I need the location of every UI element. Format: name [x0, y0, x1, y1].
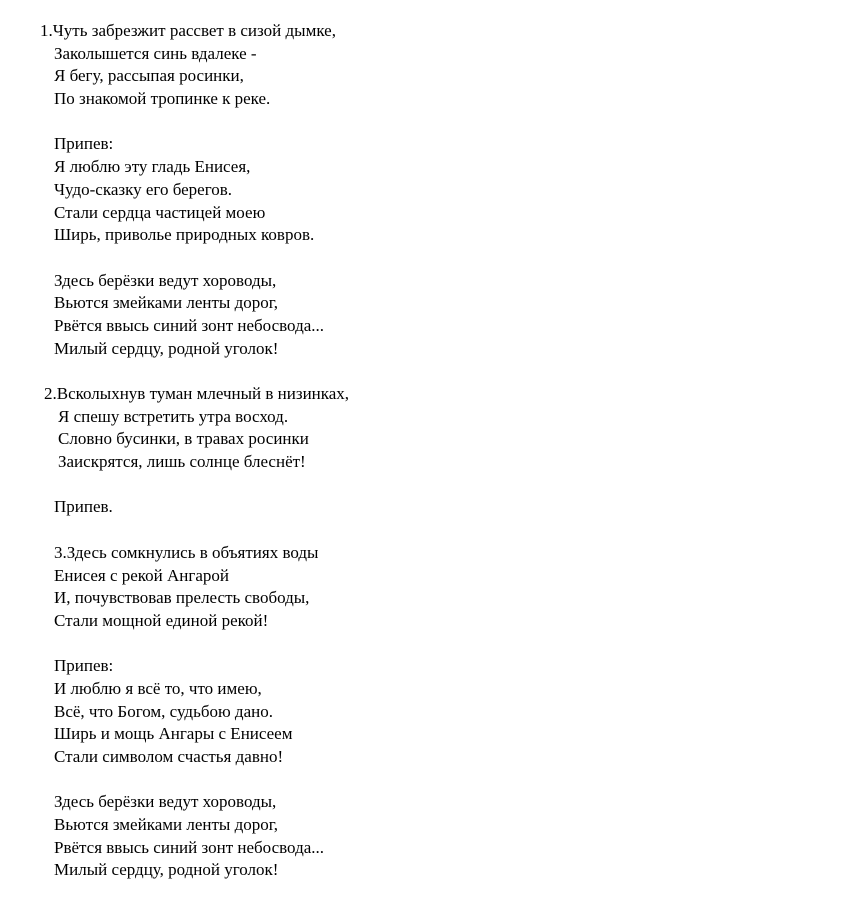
- chorus-1-line: Ширь, приволье природных ковров.: [54, 225, 315, 245]
- chorus-1-heading: Припев:: [54, 134, 114, 154]
- chorus-2-line: Всё, что Богом, судьбою дано.: [54, 701, 273, 721]
- stanza-gap: [0, 519, 865, 542]
- verse-2-line: Я спешу встретить утра восход.: [58, 406, 289, 426]
- song-lyrics-document: [0, 20, 865, 882]
- verse-3-line: И, почувствовав прелесть свободы,: [54, 588, 310, 608]
- chorus-1-part-2-line: Рвётся ввысь синий зонт небосвода...: [54, 315, 325, 335]
- chorus-1-part-2: [0, 270, 865, 361]
- verse-2: [0, 383, 865, 474]
- stanza-gap: [0, 633, 865, 656]
- chorus-1-part-2-line: Здесь берёзки ведут хороводы,: [54, 270, 277, 290]
- verse-3-line: Стали мощной единой рекой!: [54, 610, 269, 630]
- verse-3-line: Енисея с рекой Ангарой: [54, 565, 230, 585]
- verse-2-line: 2.Всколыхнув туман млечный в низинках,: [44, 384, 350, 403]
- chorus-1: [0, 133, 865, 246]
- verse-2-line: Словно бусинки, в травах росинки: [58, 429, 309, 449]
- verse-1: [0, 20, 865, 111]
- chorus-2-heading: Припев:: [54, 656, 114, 676]
- verse-1-line: Я бегу, рассыпая росинки,: [54, 66, 244, 86]
- chorus-2-line: Ширь и мощь Ангары с Енисеем: [54, 724, 293, 744]
- stanza-gap: [0, 769, 865, 792]
- chorus-1-line: Чудо-сказку его берегов.: [54, 179, 233, 199]
- verse-3-line: 3.Здесь сомкнулись в объятиях воды: [54, 542, 319, 562]
- chorus-2-line: И люблю я всё то, что имею,: [54, 678, 262, 698]
- chorus-2-part-2-line: Рвётся ввысь синий зонт небосвода...: [54, 837, 325, 857]
- chorus-2-part-2: [0, 791, 865, 882]
- stanza-gap: [0, 474, 865, 497]
- chorus-2-line: Стали символом счастья давно!: [54, 747, 284, 766]
- chorus-1-line: Стали сердца частицей моею: [54, 202, 266, 222]
- chorus-reference-heading: Припев.: [54, 497, 113, 517]
- chorus-1-part-2-line: Милый сердцу, родной уголок!: [54, 338, 279, 358]
- stanza-gap: [0, 247, 865, 270]
- stanza-gap: [0, 111, 865, 134]
- verse-1-line: 1.Чуть забрезжит рассвет в сизой дымке,: [40, 21, 336, 40]
- stanza-gap: [0, 360, 865, 383]
- verse-1-line: Заколышется синь вдалеке -: [54, 43, 257, 63]
- chorus-2-part-2-line: Вьются змейками ленты дорог,: [54, 815, 279, 835]
- verse-3: [0, 542, 865, 633]
- chorus-2-part-2-line: Здесь берёзки ведут хороводы,: [54, 792, 277, 812]
- verse-2-line: Заискрятся, лишь солнце блеснёт!: [58, 452, 306, 472]
- chorus-reference: [0, 496, 865, 519]
- chorus-1-part-2-line: Вьются змейками ленты дорог,: [54, 293, 279, 313]
- chorus-1-line: Я люблю эту гладь Енисея,: [54, 157, 251, 177]
- chorus-2: [0, 655, 865, 768]
- verse-1-line: По знакомой тропинке к реке.: [54, 89, 271, 109]
- chorus-2-part-2-line: Милый сердцу, родной уголок!: [54, 860, 279, 880]
